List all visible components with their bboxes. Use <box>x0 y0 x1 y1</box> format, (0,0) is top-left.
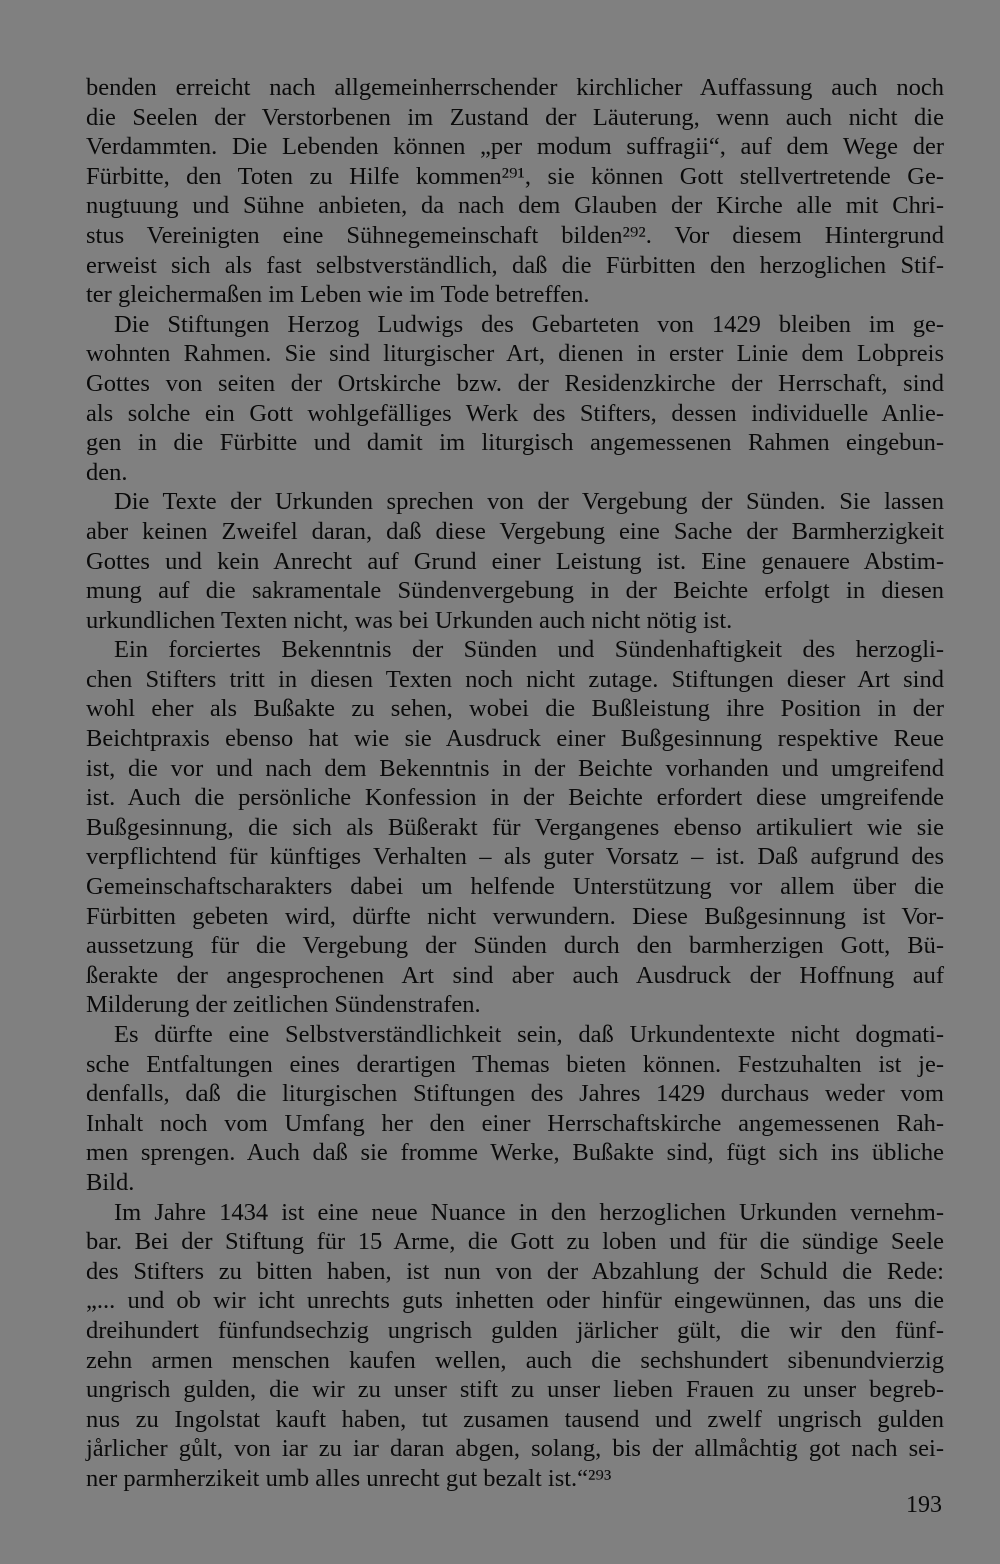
text-line: „... und ob wir icht unrechts guts inhetten oder hinfür eingewünnen, das uns die <box>86 1287 944 1315</box>
text-line: wohnten Rahmen. Sie sind liturgischer Art, dienen in erster Linie dem Lobpreis <box>86 340 944 368</box>
text-line: benden erreicht nach allgemeinherrschender kirchlicher Auffassung auch noch <box>86 74 944 101</box>
text-line: chen Stifters tritt in diesen Texten noch nicht zutage. Stiftungen dieser Art sind <box>86 665 944 693</box>
text-line: denfalls, daß die liturgischen Stiftungen des Jahres 1429 durchaus weder vom <box>86 1080 944 1108</box>
paragraph <box>86 73 944 310</box>
text-line: Bild. <box>86 1168 135 1196</box>
paragraph <box>86 635 944 1020</box>
text-line: mung auf die sakramentale Sündenvergebung in der Beichte erfolgt in diesen <box>86 577 944 605</box>
text-line: nugtuung und Sühne anbieten, da nach dem Glauben der Kirche alle mit Chri- <box>86 192 944 220</box>
text-line: Fürbitten gebeten wird, dürfte nicht verwundern. Diese Bußgesinnung ist Vor- <box>86 902 944 930</box>
text-line: wohl eher als Bußakte zu sehen, wobei die Bußleistung ihre Position in der <box>86 695 944 723</box>
text-line: Die Stiftungen Herzog Ludwigs des Gebarteten von 1429 bleiben im ge- <box>114 310 944 338</box>
text-line: ner parmherzikeit umb alles unrecht gut bezalt ist.“²⁹³ <box>86 1464 612 1492</box>
text-line: Die Texte der Urkunden sprechen von der Vergebung der Sünden. Sie lassen <box>114 488 944 516</box>
text-line: jårlicher gůlt, von iar zu iar daran abgen, solang, bis der allmåchtig got nach sei- <box>86 1435 944 1463</box>
text-line: ist, die vor und nach dem Bekenntnis in der Beichte vorhanden und umgreifend <box>86 754 944 782</box>
text-line: verpflichtend für künftiges Verhalten – als guter Vorsatz – ist. Daß aufgrund des <box>86 843 944 871</box>
text-line: gen in die Fürbitte und damit im liturgisch angemessenen Rahmen eingebun- <box>86 429 944 457</box>
text-line: des Stifters zu bitten haben, ist nun von der Abzahlung der Schuld die Rede: <box>86 1257 944 1285</box>
text-line: sche Entfaltungen eines derartigen Themas bieten können. Festzuhalten ist je- <box>86 1050 944 1078</box>
text-line: men sprengen. Auch daß sie fromme Werke, Bußakte sind, fügt sich ins übliche <box>86 1139 944 1167</box>
text-line: ßerakte der angesprochenen Art sind aber auch Ausdruck der Hoffnung auf <box>86 961 944 989</box>
text-line: den. <box>86 458 128 486</box>
text-line: Ein forciertes Bekenntnis der Sünden und Sündenhaftigkeit des herzogli- <box>114 636 944 664</box>
text-line: nus zu Ingolstat kauft haben, tut zusamen tausend und zwelf ungrisch gulden <box>86 1405 944 1433</box>
page-number: 193 <box>906 1492 942 1518</box>
text-line: ter gleichermaßen im Leben wie im Tode betreffen. <box>86 281 590 309</box>
text-line: erweist sich als fast selbstverständlich, daß die Fürbitten den herzoglichen Stif- <box>86 251 944 279</box>
text-line: Bußgesinnung, die sich als Büßerakt für Vergangenes ebenso artikuliert wie sie <box>86 813 944 841</box>
paragraph <box>86 310 944 488</box>
text-line: die Seelen der Verstorbenen im Zustand der Läuterung, wenn auch nicht die <box>86 103 944 131</box>
paragraph <box>86 1020 944 1198</box>
text-line: als solche ein Gott wohlgefälliges Werk des Stifters, dessen individuelle Anlie- <box>86 399 944 427</box>
text-line: ungrisch gulden, die wir zu unser stift zu unser lieben Frauen zu unser begreb- <box>86 1376 944 1404</box>
text-line: Im Jahre 1434 ist eine neue Nuance in den herzoglichen Urkunden vernehm- <box>114 1198 944 1226</box>
text-line: dreihundert fünfundsechzig ungrisch gulden järlicher gült, die wir den fünf- <box>86 1316 944 1344</box>
paragraph <box>86 487 944 635</box>
text-line: Gottes von seiten der Ortskirche bzw. der Residenzkirche der Herrschaft, sind <box>86 369 944 397</box>
text-line: aber keinen Zweifel daran, daß diese Vergebung eine Sache der Barmherzigkeit <box>86 517 944 545</box>
text-line: Verdammten. Die Lebenden können „per modum suffragii“, auf dem Wege der <box>86 133 944 161</box>
text-line: urkundlichen Texten nicht, was bei Urkunden auch nicht nötig ist. <box>86 606 733 634</box>
text-line: Es dürfte eine Selbstverständlichkeit sein, daß Urkundentexte nicht dogmati- <box>114 1021 944 1048</box>
text-line: Fürbitte, den Toten zu Hilfe kommen²⁹¹, sie können Gott stellvertretende Ge- <box>86 162 944 190</box>
text-line: Beichtpraxis ebenso hat wie sie Ausdruck einer Bußgesinnung respektive Reue <box>86 725 944 753</box>
text-line: Inhalt noch vom Umfang her den einer Herrschaftskirche angemessenen Rah- <box>86 1109 944 1137</box>
text-line: stus Vereinigten eine Sühnegemeinschaft bilden²⁹². Vor diesem Hintergrund <box>86 221 944 249</box>
text-line: ist. Auch die persönliche Konfession in der Beichte erfordert diese umgreifende <box>86 784 944 812</box>
text-line: zehn armen menschen kaufen wellen, auch die sechshundert sibenundvierzig <box>86 1346 944 1374</box>
text-line: aussetzung für die Vergebung der Sünden durch den barmherzigen Gott, Bü- <box>86 932 944 960</box>
text-line: bar. Bei der Stiftung für 15 Arme, die Gott zu loben und für die sündige Seele <box>86 1228 944 1256</box>
text-line: Gemeinschaftscharakters dabei um helfende Unterstützung vor allem über die <box>86 873 944 901</box>
text-line: Milderung der zeitlichen Sündenstrafen. <box>86 991 481 1019</box>
text-line: Gottes und kein Anrecht auf Grund einer Leistung ist. Eine genauere Abstim- <box>86 547 944 575</box>
paragraph <box>86 1198 944 1494</box>
body-text <box>86 73 944 1494</box>
